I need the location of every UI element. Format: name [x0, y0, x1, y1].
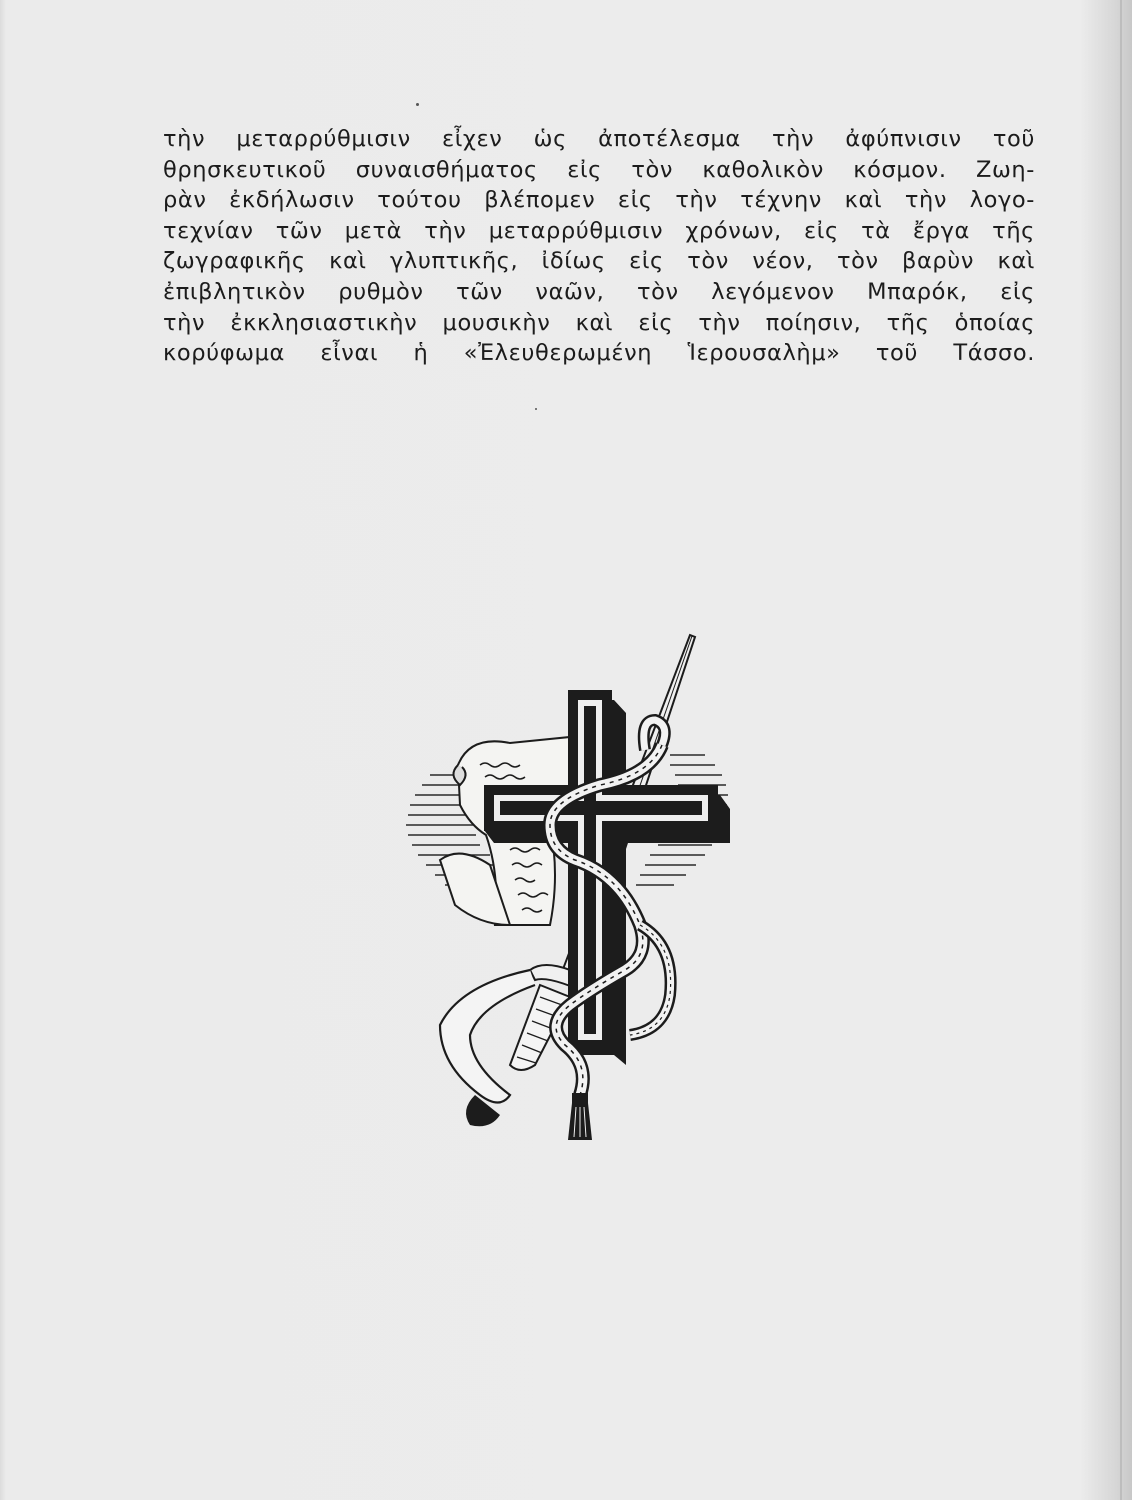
text-line: θρησκευτικοῦ συναισθήματος εἰς τὸν καθολικὸν κόσμον. Ζωη- [163, 156, 1035, 183]
text-line: ἐπιβλητικὸν ρυθμὸν τῶν ναῶν, τὸν λεγόμενον Μπαρόκ, εἰς [163, 278, 1035, 305]
cross-sword-rope-scroll-icon [400, 625, 730, 1145]
text-line: τὴν ἐκκλησιαστικὴν μουσικὴν καὶ εἰς τὴν ποίησιν, τῆς ὁποίας [163, 309, 1035, 336]
rope-tassel [568, 1093, 592, 1140]
text-line: τεχνίαν τῶν μετὰ τὴν μεταρρύθμισιν χρόνων, εἰς τὰ ἔργα τῆς [163, 217, 1035, 244]
text-line: ζωγραφικῆς καὶ γλυπτικῆς, ἰδίως εἰς τὸν νέον, τὸν βαρὺν καὶ [163, 248, 1035, 275]
body-paragraph [163, 124, 1035, 369]
paper-speck [416, 103, 419, 106]
paper-speck [535, 408, 537, 410]
text-line: τὴν μεταρρύθμισιν εἶχεν ὡς ἀποτέλεσμα τὴν ἀφύπνισιν τοῦ [163, 126, 1035, 152]
text-line: κορύφωμα εἶναι ἡ «Ἐλευθερωμένη Ἱερουσαλὴμ» τοῦ Τάσσο. [163, 340, 1035, 367]
page-edge [1120, 0, 1122, 1500]
text-line: ρὰν ἐκδήλωσιν τούτου βλέπομεν εἰς τὴν τέχνην καὶ τὴν λογο- [163, 187, 1035, 214]
